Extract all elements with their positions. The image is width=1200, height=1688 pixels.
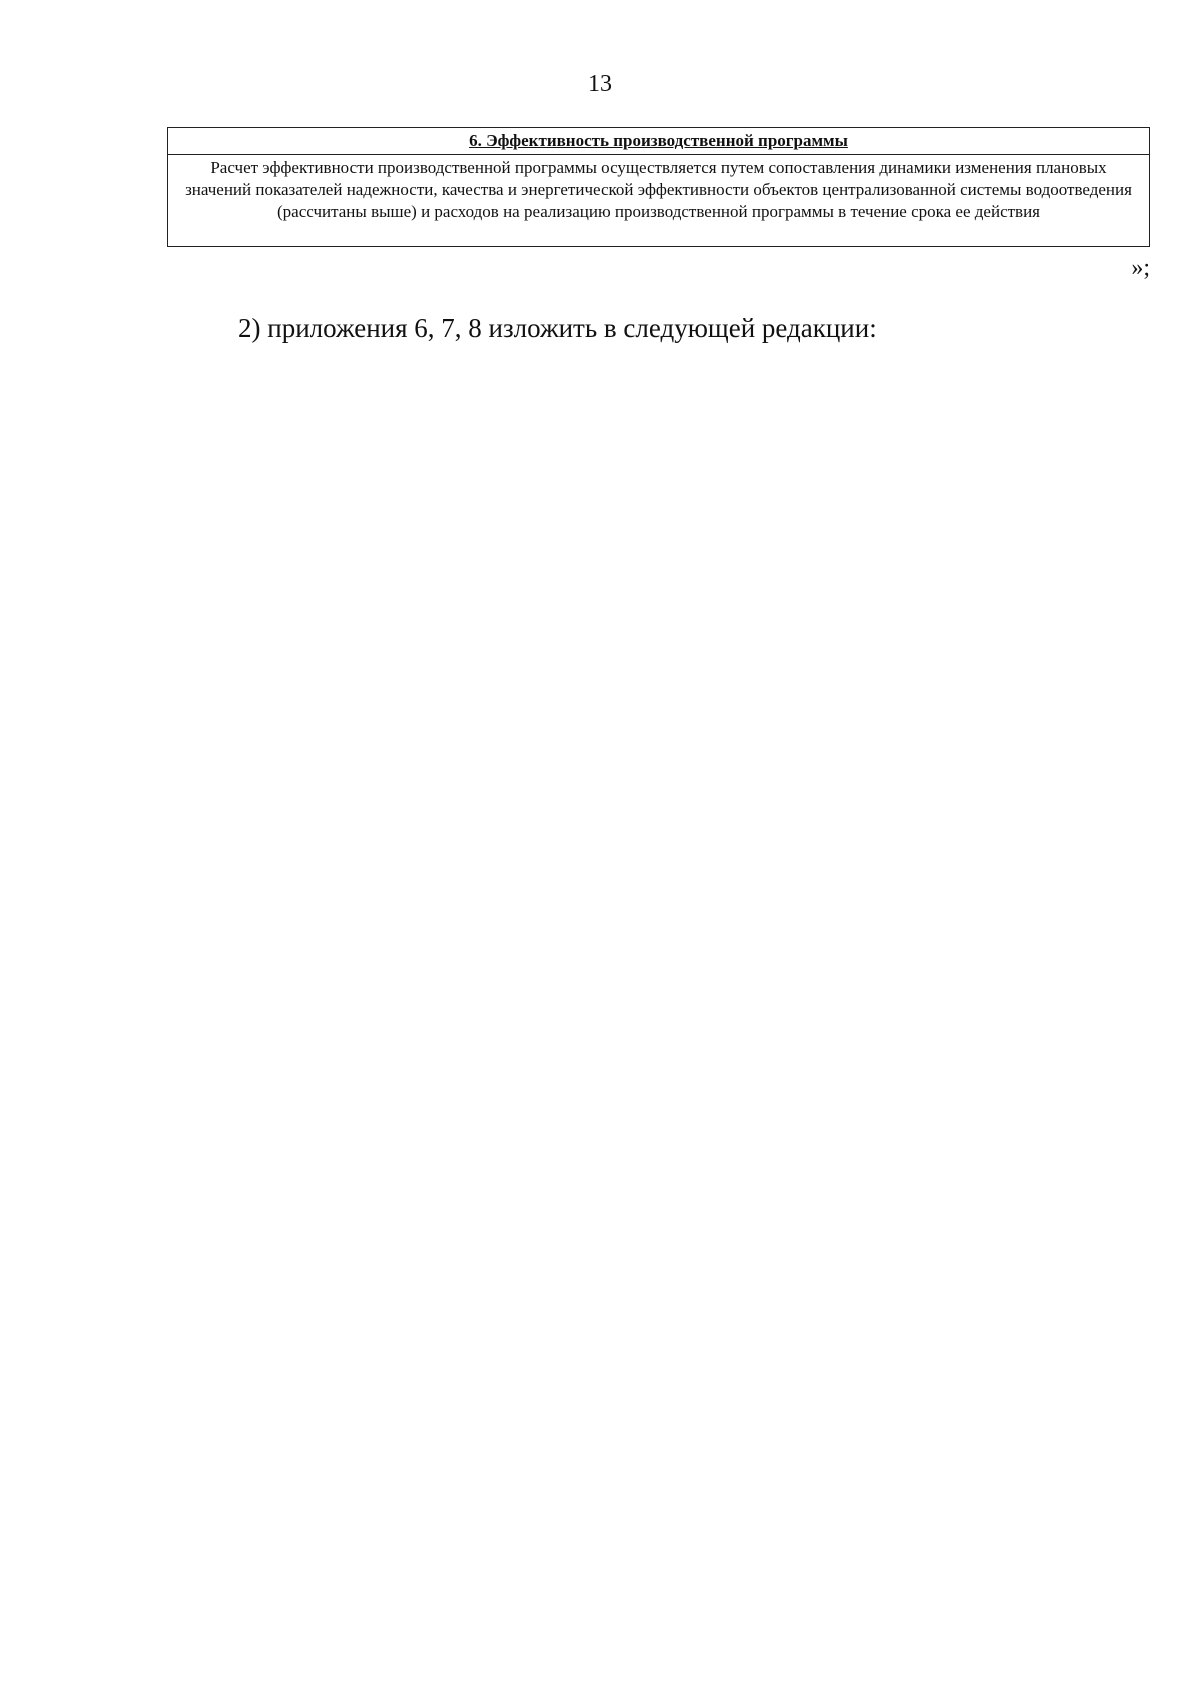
page-number: 13 [588,71,612,97]
section-body-text: Расчет эффективности производственной программы осуществляется путем сопоставления динамики изменения плановых значений показателей надежности, качества и энергетической эффективности объектов централизованной системы водоотведения (рассчитаны выше) и расходов на реализацию производственной программы в течение срока ее действия [185,158,1132,221]
efficiency-section-table [167,127,1150,247]
closing-quote-mark: »; [1131,255,1150,281]
section-heading: 6. Эффективность производственной программы [168,128,1149,155]
amendment-paragraph: 2) приложения 6, 7, 8 изложить в следующей редакции: [238,313,877,343]
